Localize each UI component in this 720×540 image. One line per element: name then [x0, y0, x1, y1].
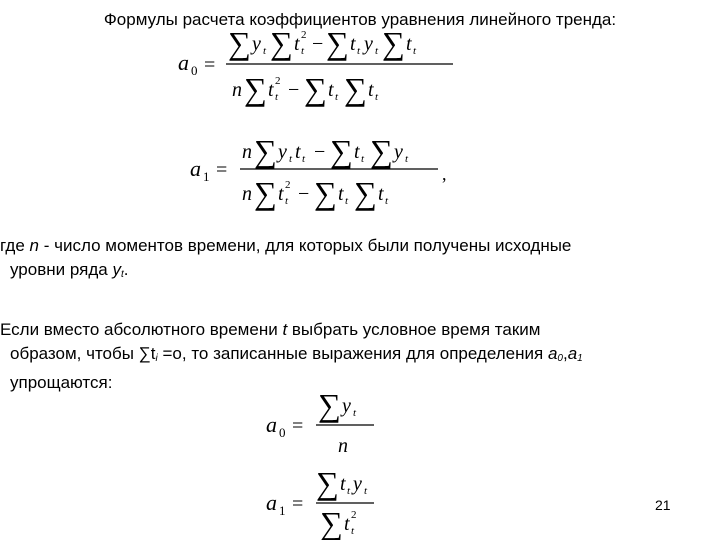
- svg-text:t: t: [354, 141, 360, 163]
- svg-text:2: 2: [285, 179, 291, 191]
- svg-text:y: y: [364, 33, 373, 55]
- page-number: 21: [655, 497, 671, 513]
- para2-line1: Если вместо абсолютного времени t выбрать условное время таким: [0, 320, 541, 339]
- svg-text:1: 1: [279, 503, 286, 518]
- svg-text:2: 2: [275, 75, 281, 87]
- formula-a1-simple: [262, 466, 392, 540]
- formula-a0-full: [170, 26, 460, 108]
- svg-text:t: t: [335, 91, 339, 103]
- svg-text:t: t: [375, 91, 379, 103]
- svg-text:t: t: [285, 195, 289, 207]
- formula-a1-full: [180, 128, 460, 212]
- svg-text:∑: ∑: [228, 25, 251, 61]
- paragraph-n-definition: [0, 234, 700, 287]
- svg-text:∑: ∑: [354, 175, 377, 211]
- svg-text:t: t: [295, 141, 301, 163]
- para1-line2: уровни ряда $y_t$.: [10, 260, 129, 280]
- svg-text:t: t: [350, 33, 356, 55]
- svg-text:t: t: [405, 153, 409, 165]
- svg-text:n: n: [338, 435, 348, 457]
- svg-text:t: t: [294, 33, 300, 55]
- svg-text:∑: ∑: [314, 175, 337, 211]
- svg-text:∑: ∑: [316, 465, 339, 501]
- svg-text:y: y: [394, 141, 403, 163]
- svg-text:2: 2: [301, 29, 307, 41]
- svg-text:n: n: [242, 183, 252, 205]
- svg-text:1: 1: [203, 169, 210, 184]
- svg-text:−: −: [288, 79, 300, 101]
- para2-line2: образом, чтобы $\sum t_i =о$, то записанные выражения для определения $a_0,a_1$: [10, 344, 583, 364]
- svg-text:t: t: [364, 485, 368, 497]
- svg-text:t: t: [413, 45, 417, 57]
- svg-text:0: 0: [191, 63, 198, 78]
- svg-text:∑: ∑: [370, 133, 393, 169]
- svg-text:=: =: [204, 54, 216, 76]
- svg-text:t: t: [302, 153, 306, 165]
- svg-text:t: t: [340, 473, 346, 495]
- svg-text:t: t: [385, 195, 389, 207]
- svg-text:−: −: [314, 141, 326, 163]
- svg-text:=: =: [216, 159, 228, 181]
- svg-text:∑: ∑: [320, 505, 343, 540]
- svg-text:t: t: [263, 45, 267, 57]
- svg-text:a: a: [190, 156, 201, 181]
- svg-text:n: n: [242, 141, 252, 163]
- svg-text:t: t: [289, 153, 293, 165]
- svg-text:y: y: [252, 33, 261, 55]
- svg-text:∑: ∑: [344, 71, 367, 107]
- svg-text:t: t: [278, 183, 284, 205]
- svg-text:t: t: [344, 513, 350, 535]
- svg-text:∑: ∑: [326, 25, 349, 61]
- svg-text:t: t: [347, 485, 351, 497]
- svg-text:∑: ∑: [304, 71, 327, 107]
- slide-title: Формулы расчета коэффициентов уравнения линейного тренда:: [103, 10, 617, 29]
- svg-text:2: 2: [351, 509, 357, 521]
- svg-text:∑: ∑: [254, 175, 277, 211]
- svg-text:t: t: [301, 45, 305, 57]
- svg-text:∑: ∑: [254, 133, 277, 169]
- svg-text:t: t: [328, 79, 334, 101]
- svg-text:t: t: [338, 183, 344, 205]
- svg-text:a: a: [266, 412, 277, 437]
- svg-text:t: t: [351, 525, 355, 537]
- svg-text:−: −: [298, 183, 310, 205]
- svg-text:a: a: [266, 490, 277, 515]
- svg-text:=: =: [292, 493, 304, 515]
- svg-text:∑: ∑: [318, 387, 341, 423]
- svg-text:n: n: [232, 79, 242, 101]
- svg-text:t: t: [406, 33, 412, 55]
- svg-text:t: t: [353, 407, 357, 419]
- svg-text:,: ,: [442, 164, 447, 184]
- svg-text:∑: ∑: [270, 25, 293, 61]
- para1-line1: где n - число моментов времени, для которых были получены исходные: [0, 236, 572, 255]
- svg-text:t: t: [357, 45, 361, 57]
- paragraph-conditional-time: [0, 318, 700, 395]
- svg-text:0: 0: [279, 425, 286, 440]
- svg-text:a: a: [178, 50, 189, 75]
- svg-text:t: t: [375, 45, 379, 57]
- svg-text:t: t: [378, 183, 384, 205]
- svg-text:y: y: [342, 395, 351, 417]
- svg-text:t: t: [361, 153, 365, 165]
- formula-a0-simple: [262, 388, 382, 460]
- svg-text:t: t: [268, 79, 274, 101]
- svg-text:−: −: [312, 33, 324, 55]
- svg-text:y: y: [278, 141, 287, 163]
- svg-text:t: t: [368, 79, 374, 101]
- svg-text:∑: ∑: [382, 25, 405, 61]
- svg-text:=: =: [292, 415, 304, 437]
- svg-text:t: t: [345, 195, 349, 207]
- svg-text:∑: ∑: [330, 133, 353, 169]
- para2-line3: упрощаются:: [10, 373, 113, 392]
- svg-text:y: y: [353, 473, 362, 495]
- svg-text:t: t: [275, 91, 279, 103]
- svg-text:∑: ∑: [244, 71, 267, 107]
